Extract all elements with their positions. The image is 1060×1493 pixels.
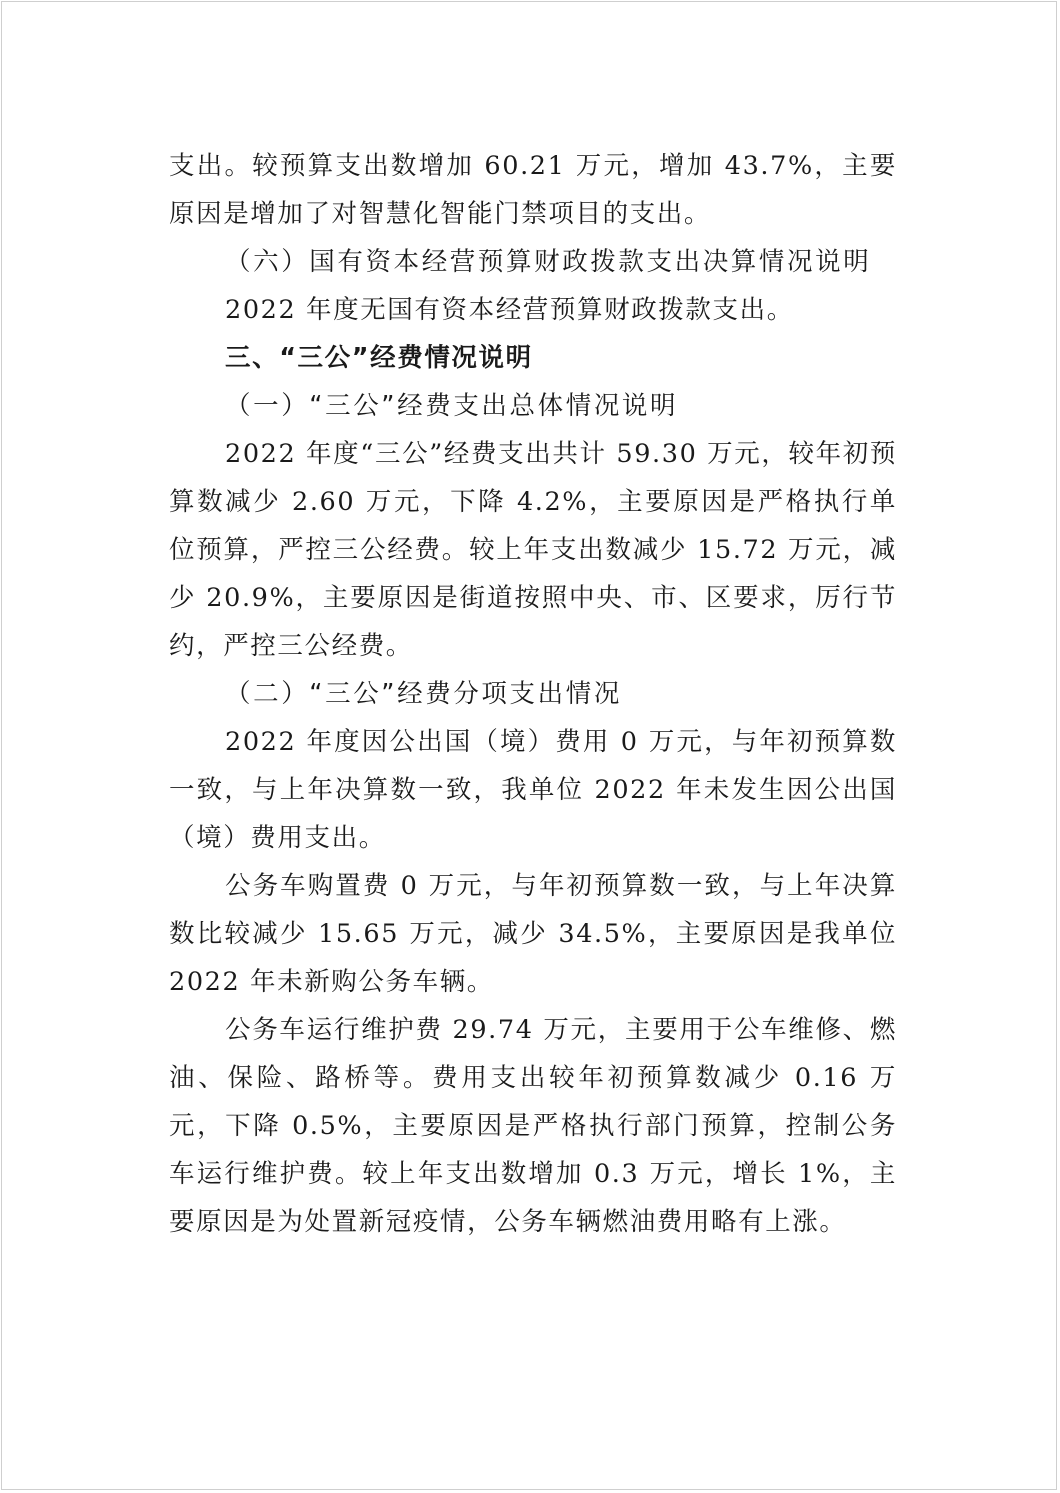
document-body (169, 142, 897, 1246)
paragraph-abroad: 2022 年度因公出国（境）费用 0 万元，与年初预算数一致，与上年决算数一致，我单位 2022 年未发生因公出国（境）费用支出。 (169, 727, 897, 853)
section-heading-1: （一）“三公”经费支出总体情况说明 (225, 391, 679, 421)
chapter-heading-three-public: 三、“三公”经费情况说明 (225, 343, 533, 373)
paragraph-vehicle-purchase: 公务车购置费 0 万元，与年初预算数一致，与上年决算数比较减少 15.65 万元，减少 34.5%，主要原因是我单位 2022 年未新购公务车辆。 (169, 871, 897, 997)
section-heading-2: （二）“三公”经费分项支出情况 (225, 679, 622, 709)
paragraph-vehicle-maintenance: 公务车运行维护费 29.74 万元，主要用于公车维修、燃油、保险、路桥等。费用支出较年初预算数减少 0.16 万元，下降 0.5%，主要原因是严格执行部门预算，控制公务车运行维护费。较上年支出数增加 0.3 万元，增长 1%，主要原因是为处置新冠疫情，公务车辆燃油费用略有上涨。 (169, 1015, 897, 1237)
paragraph-overall: 2022 年度“三公”经费支出共计 59.30 万元，较年初预算数减少 2.60 万元，下降 4.2%，主要原因是严格执行单位预算，严控三公经费。较上年支出数减少 15.72 万元，减少 20.9%，主要原因是街道按照中央、市、区要求，厉行节约，严控三公经费。 (169, 439, 897, 661)
paragraph-state-capital: 2022 年度无国有资本经营预算财政拨款支出。 (225, 295, 794, 325)
document-page (1, 1, 1057, 1490)
paragraph-continuation: 支出。较预算支出数增加 60.21 万元，增加 43.7%，主要原因是增加了对智慧化智能门禁项目的支出。 (169, 151, 897, 229)
section-heading-6: （六）国有资本经营预算财政拨款支出决算情况说明 (225, 247, 872, 277)
